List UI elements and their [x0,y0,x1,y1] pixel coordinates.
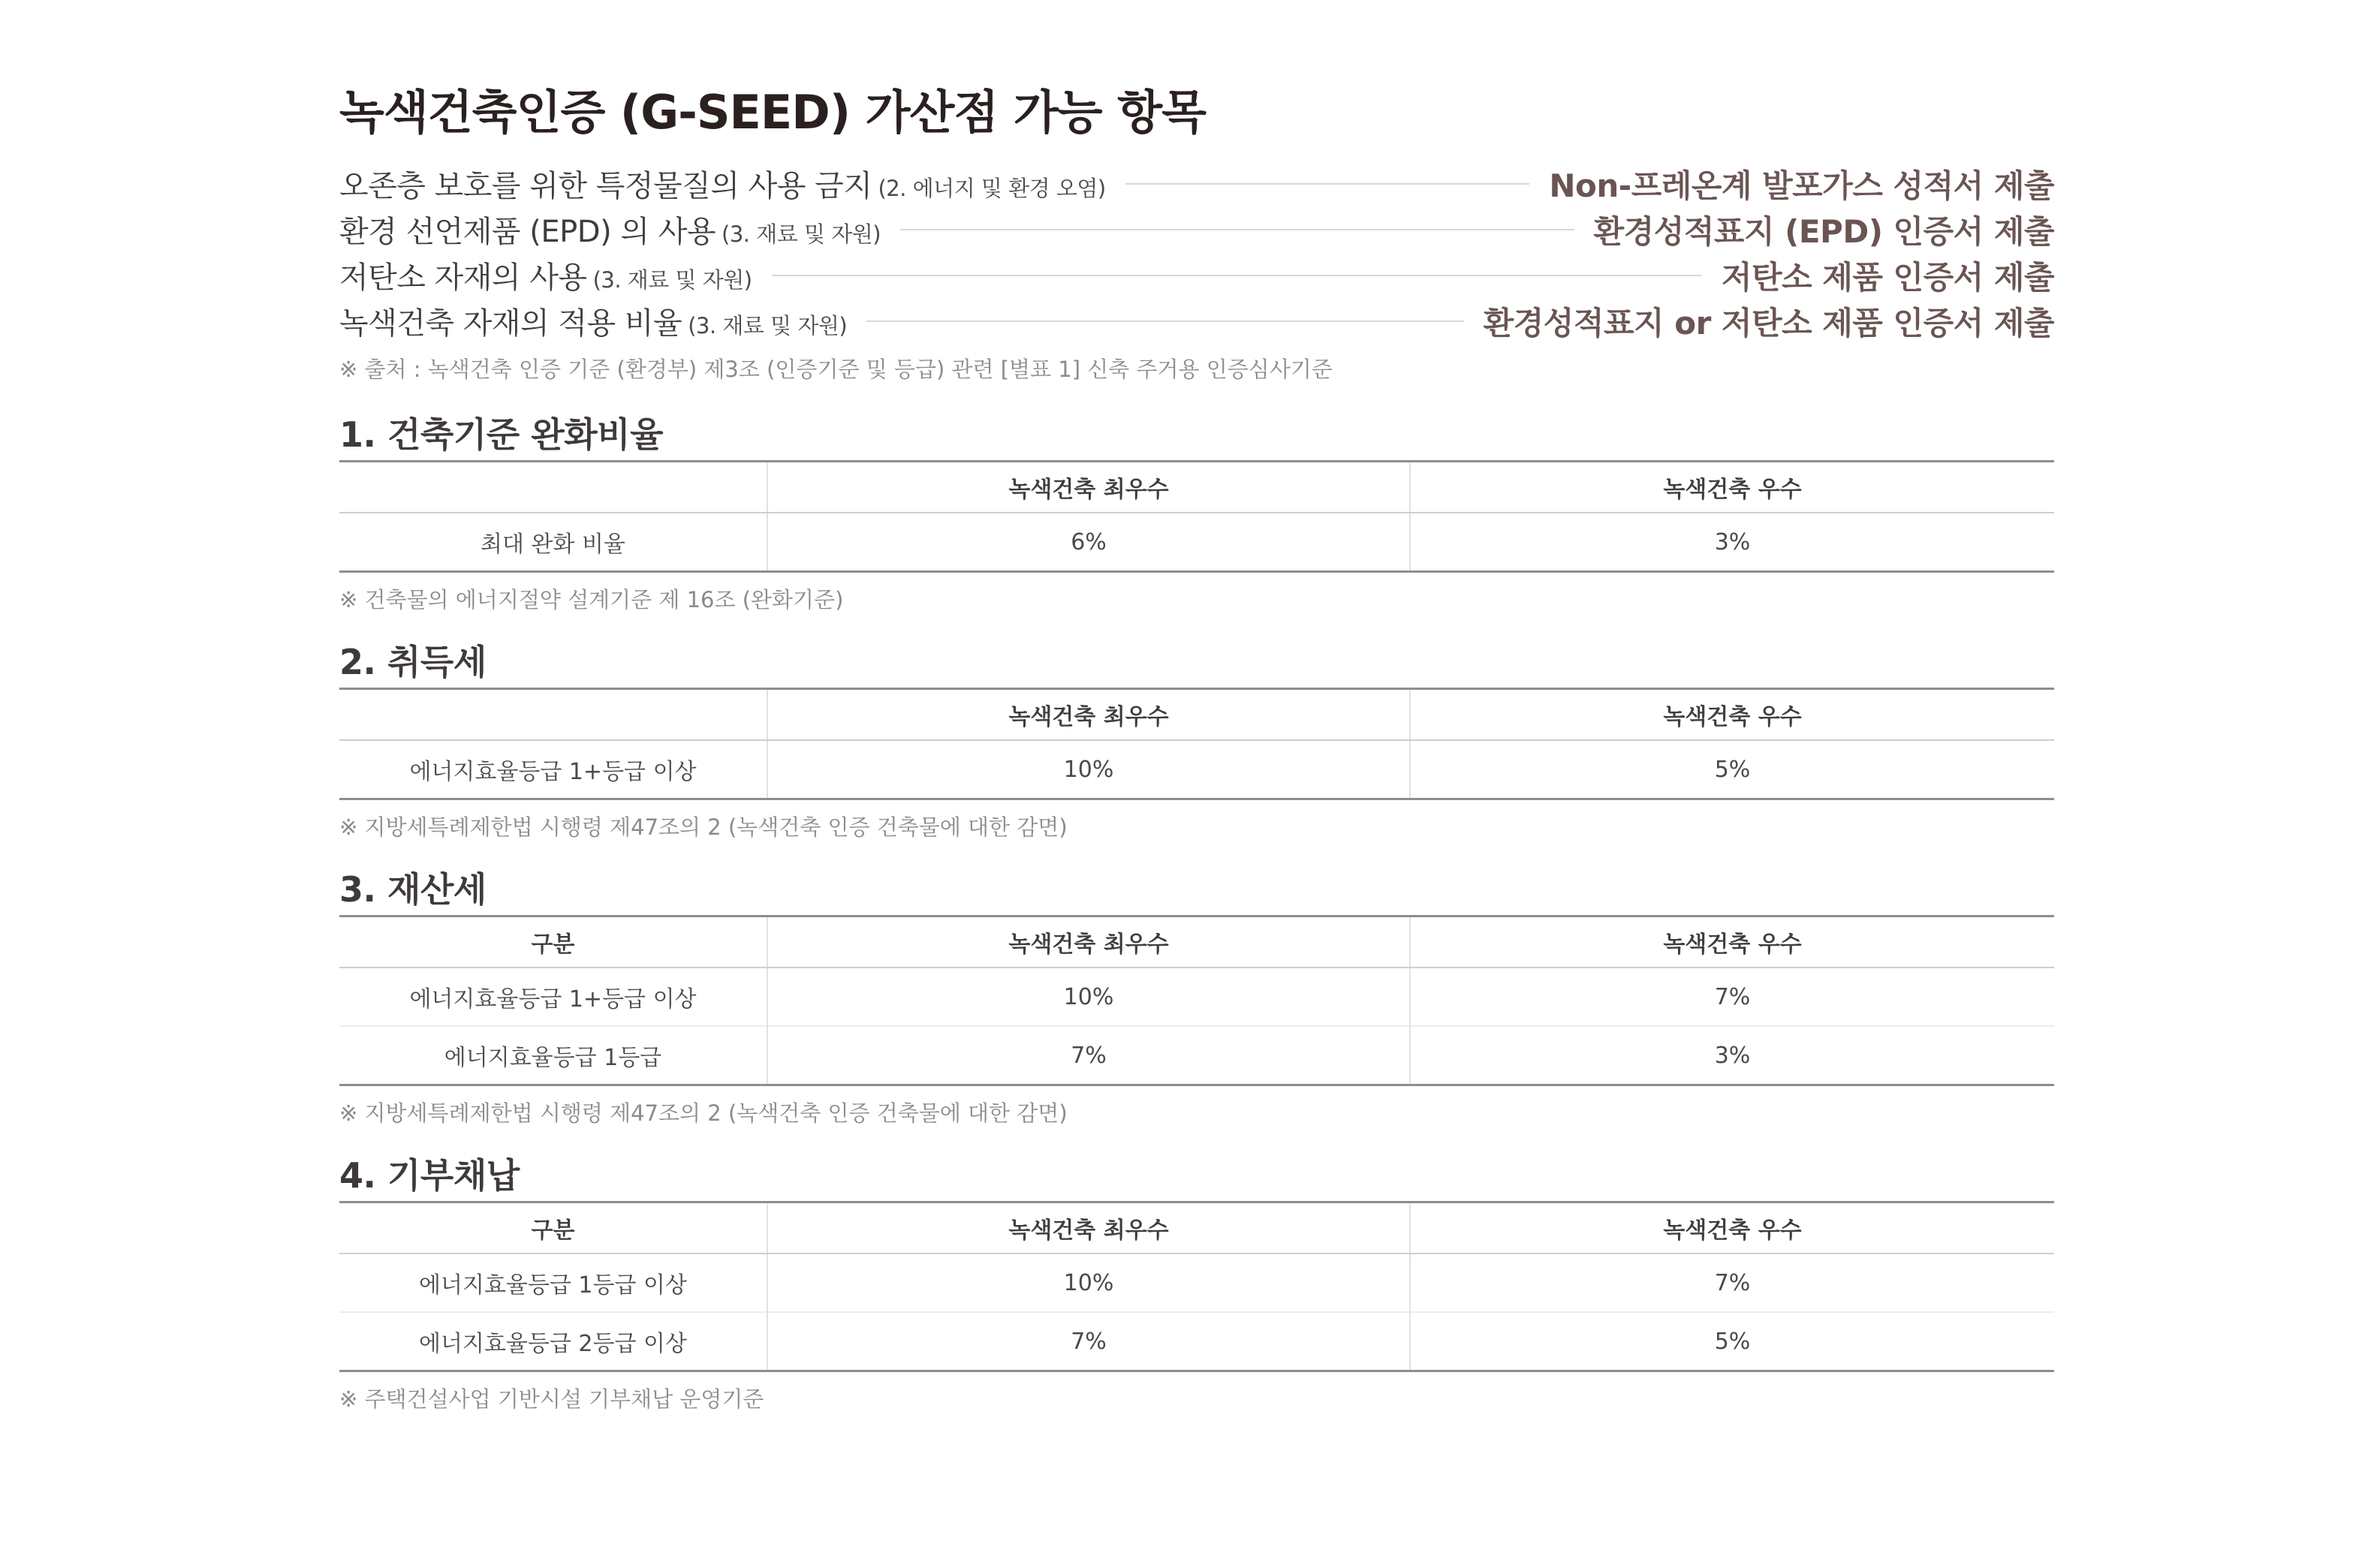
item-requirement: 환경성적표지 (EPD) 인증서 제출 [1593,212,2054,250]
bonus-item [339,206,2054,252]
column-header: 구분 [339,1202,767,1254]
leader-line [866,321,1463,322]
column-header: 녹색건축 우수 [1410,689,2054,741]
item-requirement: 환경성적표지 or 저탄소 제품 인증서 제출 [1483,304,2054,342]
item-category: (3. 재료 및 자원) [722,221,881,247]
section-title: 1. 건축기준 완화비율 [339,414,663,455]
bonus-item [339,298,2054,344]
table-cell: 7% [1410,1254,2054,1312]
table-row [339,968,2054,1026]
section-property-tax [339,864,2054,1127]
table-row [339,740,2054,799]
data-table [339,915,2054,1086]
item-category: (3. 재료 및 자원) [592,267,752,293]
item-name: 녹색건축 자재의 적용 비율 (3. 재료 및 자원) [339,306,848,341]
item-name: 저탄소 자재의 사용 (3. 재료 및 자원) [339,260,752,295]
table-row [339,1312,2054,1371]
column-header [339,689,767,741]
table-cell: 10% [767,968,1410,1026]
table-row [339,513,2054,572]
row-label: 에너지효율등급 1+등급 이상 [339,740,767,799]
column-header: 구분 [339,916,767,968]
bonus-item-list [339,161,2054,344]
table-cell: 7% [767,1026,1410,1085]
table-cell: 7% [767,1312,1410,1371]
section-title: 3. 재산세 [339,869,487,910]
section-note: ※ 주택건설사업 기반시설 기부채납 운영기준 [339,1386,764,1412]
column-header: 녹색건축 우수 [1410,916,2054,968]
column-header: 녹색건축 우수 [1410,462,2054,513]
column-header: 녹색건축 최우수 [767,1202,1410,1254]
bonus-item [339,161,2054,206]
table-cell: 5% [1410,740,2054,799]
row-label: 에너지효율등급 1등급 [339,1026,767,1085]
item-name: 오존층 보호를 위한 특정물질의 사용 금지 (2. 에너지 및 환경 오염) [339,169,1106,203]
leader-line [1125,183,1530,185]
column-header: 녹색건축 최우수 [767,462,1410,513]
item-requirement: 저탄소 제품 인증서 제출 [1721,258,2054,296]
section-title: 4. 기부채납 [339,1155,520,1196]
item-name: 환경 선언제품 (EPD) 의 사용 (3. 재료 및 자원) [339,215,881,249]
table-cell: 10% [767,740,1410,799]
item-category: (3. 재료 및 자원) [688,313,848,339]
item-requirement: Non-프레온계 발포가스 성적서 제출 [1549,167,2054,204]
table-header-row [339,689,2054,741]
table-header-row [339,462,2054,513]
column-header [339,462,767,513]
item-category: (2. 에너지 및 환경 오염) [878,176,1106,201]
leader-line [772,275,1702,276]
column-header: 녹색건축 최우수 [767,916,1410,968]
section-note: ※ 건축물의 에너지절약 설계기준 제 16조 (완화기준) [339,587,844,612]
table-cell: 10% [767,1254,1410,1312]
table-row [339,1026,2054,1085]
bonus-item [339,252,2054,298]
table-row [339,1254,2054,1312]
page-title: 녹색건축인증 (G-SEED) 가산점 가능 항목 [339,85,1207,140]
leader-line [900,229,1574,230]
section-building-standard [339,409,2054,614]
section-note: ※ 지방세특례제한법 시행령 제47조의 2 (녹색건축 인증 건축물에 대한 감면) [339,814,1068,840]
table-cell: 3% [1410,1026,2054,1085]
row-label: 최대 완화 비율 [339,513,767,572]
table-cell: 7% [1410,968,2054,1026]
table-cell: 5% [1410,1312,2054,1371]
section-note: ※ 지방세특례제한법 시행령 제47조의 2 (녹색건축 인증 건축물에 대한 감면) [339,1100,1068,1126]
table-header-row [339,916,2054,968]
data-table [339,460,2054,573]
row-label: 에너지효율등급 2등급 이상 [339,1312,767,1371]
column-header: 녹색건축 우수 [1410,1202,2054,1254]
table-cell: 6% [767,513,1410,572]
column-header: 녹색건축 최우수 [767,689,1410,741]
section-title: 2. 취득세 [339,642,487,682]
table-cell: 3% [1410,513,2054,572]
data-table [339,1201,2054,1372]
table-header-row [339,1202,2054,1254]
row-label: 에너지효율등급 1등급 이상 [339,1254,767,1312]
section-acquisition-tax [339,637,2054,841]
source-note: ※ 출처 : 녹색건축 인증 기준 (환경부) 제3조 (인증기준 및 등급) 관련 [별표 1] 신축 주거용 인증심사기준 [339,357,1333,382]
section-donation [339,1150,2054,1413]
row-label: 에너지효율등급 1+등급 이상 [339,968,767,1026]
data-table [339,688,2054,800]
